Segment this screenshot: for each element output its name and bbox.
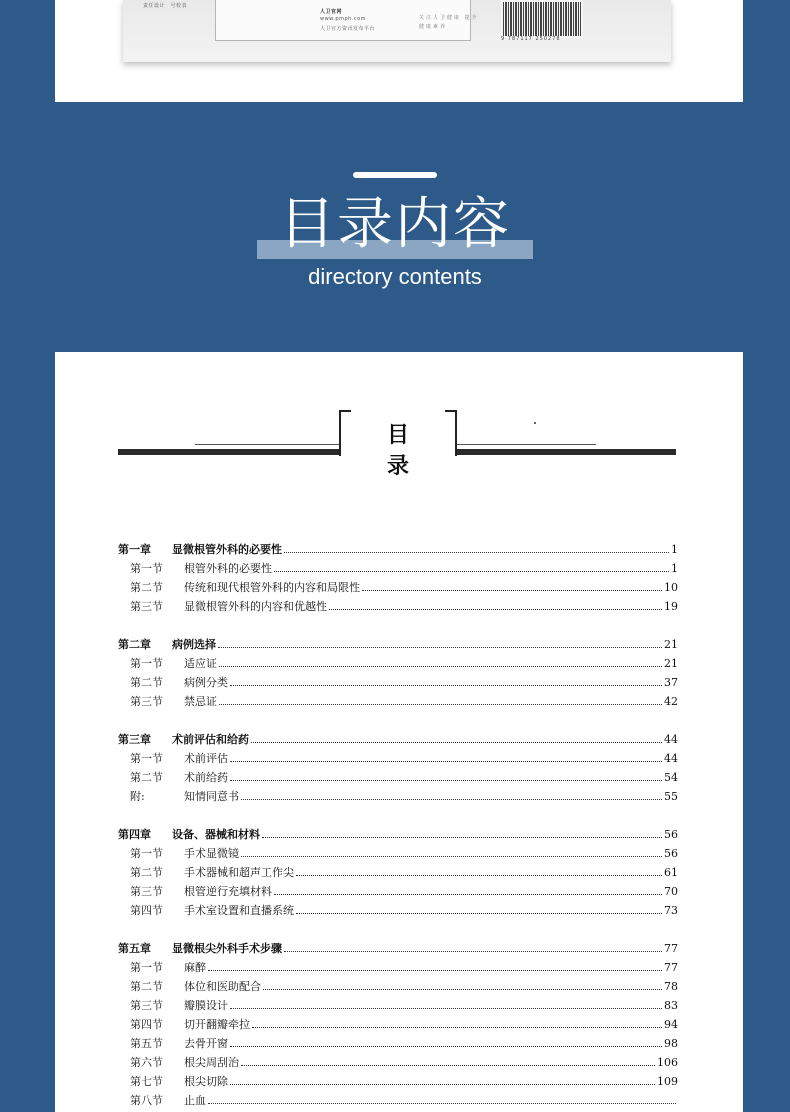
cover-qr-caption: 关注人卫健康 提升健康素养 (419, 15, 479, 30)
toc-header-rule-right (453, 444, 596, 445)
dot-leader (329, 597, 662, 610)
cover-logo-text: 人卫官网 (320, 9, 343, 15)
page-number: 44 (664, 752, 678, 765)
chapter-row (118, 540, 678, 559)
section-number: 附: (130, 790, 145, 803)
chapter-block (118, 635, 678, 711)
cover-image-panel (55, 0, 743, 102)
cover-credits: 责任设计 号校表 (143, 3, 188, 9)
section-title-text: 根尖切除 (184, 1075, 228, 1088)
section-number: 第五节 (130, 1037, 163, 1050)
section-title-text: 显微根管外科的内容和优越性 (184, 600, 327, 613)
chapter-number: 第一章 (118, 543, 151, 556)
section-number: 第三节 (130, 999, 163, 1012)
section-row (118, 1072, 678, 1091)
section-title-text: 切开翻瓣牵拉 (184, 1018, 250, 1031)
section-number: 第七节 (130, 1075, 163, 1088)
section-title-text: 手术器械和超声工作尖 (184, 866, 294, 879)
dot-leader (241, 844, 662, 857)
section-title-text: 麻醉 (184, 961, 206, 974)
page-number: 55 (664, 790, 678, 803)
section-title: 目录内容 (279, 192, 511, 257)
section-row (118, 901, 678, 920)
dot-leader (208, 1091, 676, 1104)
page-number: 73 (664, 904, 678, 917)
dot-leader (251, 730, 662, 743)
section-title-text: 去骨开窗 (184, 1037, 228, 1050)
section-number: 第三节 (130, 600, 163, 613)
accent-line (353, 172, 437, 178)
section-row (118, 597, 678, 616)
section-title-text: 适应证 (184, 657, 217, 670)
page-number: 42 (664, 695, 678, 708)
section-title-text: 止血 (184, 1094, 206, 1107)
dot-leader (230, 768, 662, 781)
dot-leader (219, 692, 662, 705)
dot-leader (230, 1034, 662, 1047)
section-row (118, 1053, 678, 1072)
section-number: 第一节 (130, 961, 163, 974)
section-title-text: 体位和医助配合 (184, 980, 261, 993)
dot-leader (263, 977, 662, 990)
section-title-text: 根管外科的必要性 (184, 562, 272, 575)
chapter-number: 第五章 (118, 942, 151, 955)
speck (534, 422, 536, 424)
dot-leader (230, 1072, 655, 1085)
chapter-block (118, 825, 678, 920)
section-row (118, 768, 678, 787)
section-title-text: 术前评估 (184, 752, 228, 765)
chapter-title: 术前评估和给药 (172, 733, 249, 746)
dot-leader (230, 996, 662, 1009)
dot-leader (296, 863, 662, 876)
page-number: 77 (664, 942, 678, 955)
page-number: 109 (657, 1075, 678, 1088)
section-title-text: 根管逆行充填材料 (184, 885, 272, 898)
chapter-number: 第四章 (118, 828, 151, 841)
section-title-text: 传统和现代根管外科的内容和局限性 (184, 581, 360, 594)
page-number: 21 (664, 638, 678, 651)
page-number: 77 (664, 961, 678, 974)
section-number: 第二节 (130, 866, 163, 879)
section-row (118, 654, 678, 673)
section-title-text: 瓣膜设计 (184, 999, 228, 1012)
section-row (118, 749, 678, 768)
page-number: 70 (664, 885, 678, 898)
section-number: 第三节 (130, 885, 163, 898)
dot-leader (284, 540, 669, 553)
page-number: 44 (664, 733, 678, 746)
section-number: 第一节 (130, 847, 163, 860)
chapter-row (118, 635, 678, 654)
page-number: 83 (664, 999, 678, 1012)
toc-title: 目录 (386, 423, 447, 479)
chapter-row (118, 730, 678, 749)
dot-leader (208, 958, 662, 971)
toc-header-box (339, 410, 457, 479)
section-number: 第二节 (130, 581, 163, 594)
page-number: 56 (664, 847, 678, 860)
toc-page-image (55, 352, 743, 1112)
dot-leader (274, 882, 662, 895)
section-number: 第一节 (130, 657, 163, 670)
page-number: 37 (664, 676, 678, 689)
chapter-title: 病例选择 (172, 638, 216, 651)
chapter-row (118, 825, 678, 844)
section-row (118, 578, 678, 597)
section-number: 第六节 (130, 1056, 163, 1069)
section-number: 第二节 (130, 980, 163, 993)
section-number: 第三节 (130, 695, 163, 708)
page-number: 61 (664, 866, 678, 879)
barcode-number: 9 787117 250278 (501, 36, 561, 42)
chapter-title: 显微根管外科的必要性 (172, 543, 282, 556)
section-title-text: 病例分类 (184, 676, 228, 689)
cover-platform: 人卫官方资讯发布平台 (320, 26, 376, 32)
dot-leader (230, 749, 662, 762)
chapter-number: 第二章 (118, 638, 151, 651)
section-row (118, 844, 678, 863)
page-number: 78 (664, 980, 678, 993)
dot-leader (284, 939, 662, 952)
section-title-text: 手术显微镜 (184, 847, 239, 860)
section-number: 第一节 (130, 562, 163, 575)
section-number: 第二节 (130, 676, 163, 689)
section-row (118, 1034, 678, 1053)
section-row (118, 863, 678, 882)
dot-leader (252, 1015, 662, 1028)
section-number: 第四节 (130, 1018, 163, 1031)
chapter-title: 设备、器械和材料 (172, 828, 260, 841)
dot-leader (362, 578, 662, 591)
section-title-text: 手术室设置和直播系统 (184, 904, 294, 917)
section-row (118, 673, 678, 692)
section-title-text: 知情同意书 (184, 790, 239, 803)
section-number: 第四节 (130, 904, 163, 917)
chapter-block (118, 540, 678, 616)
section-row (118, 958, 678, 977)
section-row (118, 1091, 678, 1110)
section-number: 第二节 (130, 771, 163, 784)
section-number: 第一节 (130, 752, 163, 765)
section-row (118, 882, 678, 901)
section-row (118, 787, 678, 806)
chapter-row (118, 939, 678, 958)
chapter-block (118, 939, 678, 1110)
section-number: 第八节 (130, 1094, 163, 1107)
page-number: 19 (664, 600, 678, 613)
section-title-text: 根尖周刮治 (184, 1056, 239, 1069)
chapter-block (118, 730, 678, 806)
page-number: 10 (664, 581, 678, 594)
page-number: 106 (657, 1056, 678, 1069)
section-title-text: 术前给药 (184, 771, 228, 784)
cover-website: www.pmph.com (320, 16, 367, 22)
barcode-icon (501, 0, 583, 38)
page-number: 1 (671, 543, 678, 556)
dot-leader (230, 673, 662, 686)
section-title-text: 禁忌证 (184, 695, 217, 708)
section-row (118, 996, 678, 1015)
toc-header-rule-left (195, 444, 340, 445)
dot-leader (274, 559, 669, 572)
page-number: 21 (664, 657, 678, 670)
section-subtitle: directory contents (308, 264, 482, 289)
dot-leader (218, 635, 662, 648)
page-number: 94 (664, 1018, 678, 1031)
chapter-title: 显微根尖外科手术步骤 (172, 942, 282, 955)
chapter-number: 第三章 (118, 733, 151, 746)
page-number: 98 (664, 1037, 678, 1050)
dot-leader (262, 825, 662, 838)
dot-leader (219, 654, 662, 667)
section-row (118, 977, 678, 996)
dot-leader (296, 901, 662, 914)
page-number: 54 (664, 771, 678, 784)
section-row (118, 559, 678, 578)
page-number: 1 (671, 562, 678, 575)
book-back-cover (123, 0, 671, 62)
page-number: 56 (664, 828, 678, 841)
dot-leader (241, 787, 662, 800)
table-of-contents (118, 540, 678, 1112)
section-row (118, 1015, 678, 1034)
section-row (118, 692, 678, 711)
dot-leader (241, 1053, 655, 1066)
